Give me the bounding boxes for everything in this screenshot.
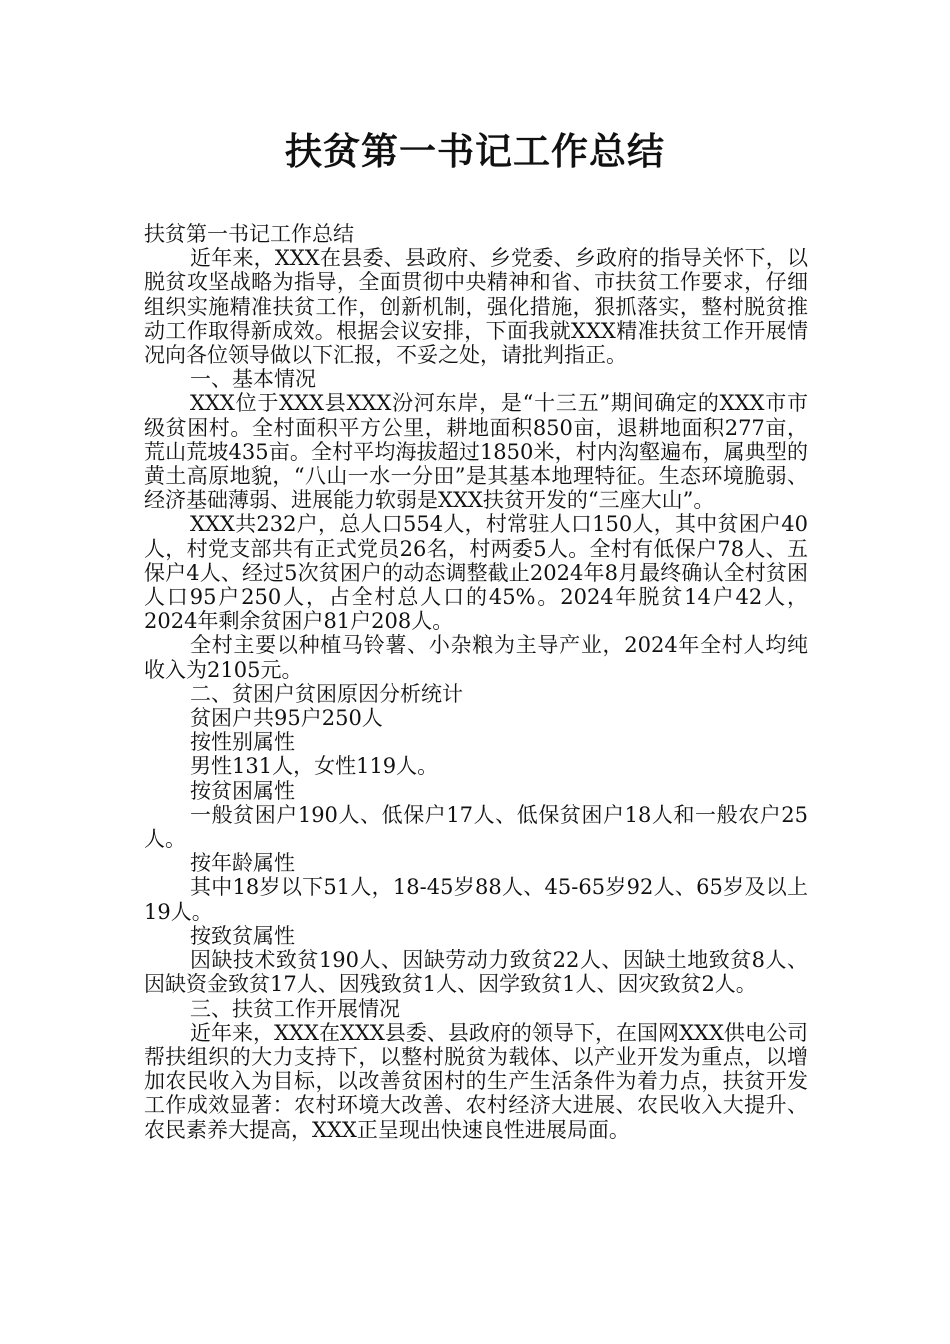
body-paragraph: 因缺技术致贫190人、因缺劳动力致贫22人、因缺土地致贫8人、因缺资金致贫17人、因残致贫1人、因学致贫1人、因灾致贫2人。	[144, 948, 808, 997]
body-paragraph: 三、扶贫工作开展情况	[190, 996, 400, 1021]
body-paragraph: 其中18岁以下51人，18-45岁88人、45-65岁92人、65岁及以上19人。	[144, 875, 808, 924]
body-paragraph: 全村主要以种植马铃薯、小杂粮为主导产业，2024年全村人均纯收入为2105元。	[144, 633, 808, 682]
body-paragraph: 男性131人，女性119人。	[190, 754, 439, 779]
body-paragraph: XXX共232户，总人口554人，村常驻人口150人，其中贫困户40人，村党支部共有正式党员26名，村两委5人。全村有低保户78人、五保户4人、经过5次贫困户的动态调整截止2024年8月最终确认全村贫困人口95户250人，占全村总人口的45%。2024年脱贫14户42人，2024年剩余贫困户81户208人。	[144, 512, 808, 634]
body-paragraph: XXX位于XXX县XXX汾河东岸，是“十三五”期间确定的XXX市市级贫困村。全村面积平方公里，耕地面积850亩，退耕地面积277亩，荒山荒坡435亩。全村平均海拔超过1850米，村内沟壑遍布，属典型的黄土高原地貌，“八山一水一分田”是其基本地理特征。生态环境脆弱、经济基础薄弱、进展能力软弱是XXX扶贫开发的“三座大山”。	[144, 391, 808, 513]
body-paragraph: 按贫困属性	[190, 778, 295, 803]
body-paragraph: 一般贫困户190人、低保户17人、低保贫困户18人和一般农户25人。	[144, 802, 808, 852]
body-paragraph: 按年龄属性	[190, 851, 295, 876]
body-paragraph: 近年来，XXX在县委、县政府、乡党委、乡政府的指导关怀下，以脱贫攻坚战略为指导，全面贯彻中央精神和省、市扶贫工作要求，仔细组织实施精准扶贫工作，创新机制，强化措施，狠抓落实，整村脱贫推动工作取得新成效。根据会议安排，下面我就XXX精准扶贫工作开展情况向各位领导做以下汇报，不妥之处，请批判指正。	[144, 246, 808, 368]
body-paragraph: 二、贫困户贫困原因分析统计	[190, 681, 463, 706]
document-subtitle: 扶贫第一书记工作总结	[144, 222, 354, 246]
body-paragraph: 贫困户共95户250人	[190, 706, 383, 731]
body-paragraph: 按性别属性	[190, 730, 295, 755]
body-paragraph: 近年来，XXX在XXX县委、县政府的领导下，在国网XXX供电公司帮扶组织的大力支持下，以整村脱贫为载体、以产业开发为重点，以增加农民收入为目标，以改善贫困村的生产生活条件为着力点，扶贫开发工作成效显著：农村环境大改善、农村经济大进展、农民收入大提升、农民素养大提高，XXX正呈现出快速良性进展局面。	[144, 1020, 808, 1142]
document-title: 扶贫第一书记工作总结	[285, 130, 665, 173]
body-paragraph: 一、基本情况	[190, 367, 316, 392]
document-body	[144, 222, 808, 1142]
body-paragraph: 按致贫属性	[190, 923, 295, 948]
